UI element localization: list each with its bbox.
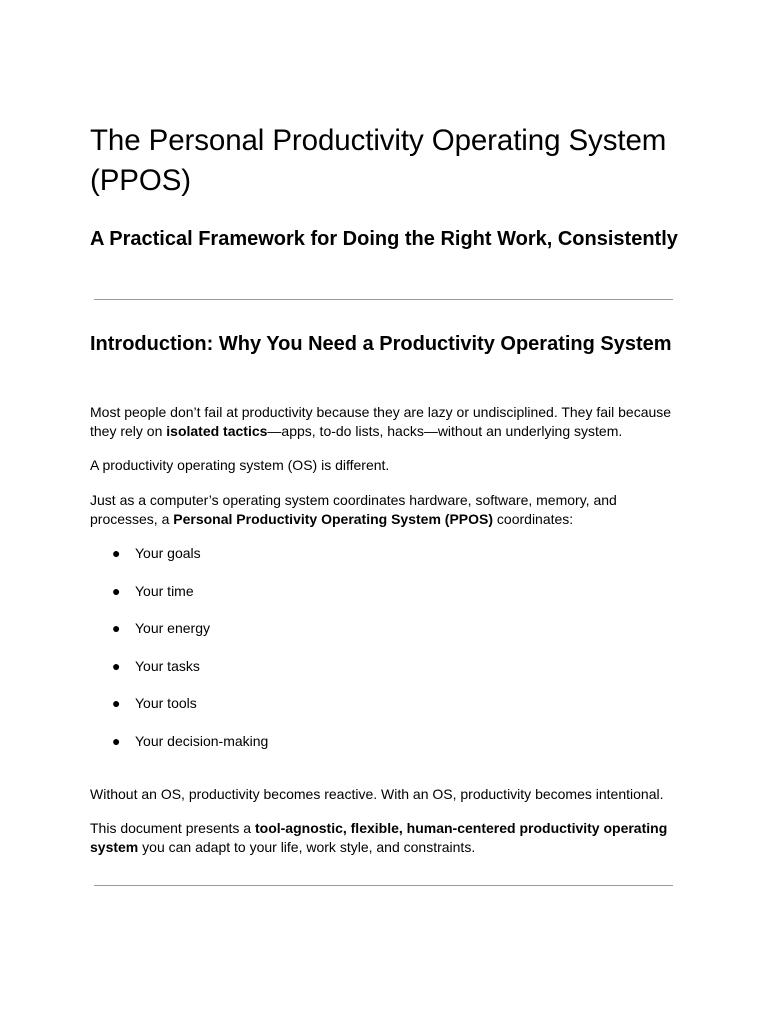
paragraph-1: [90, 403, 680, 441]
list-item: [90, 582, 680, 620]
document-title: The Personal Productivity Operating System (PPOS): [90, 124, 667, 197]
bullet-icon: ●: [112, 582, 121, 599]
paragraph-2: A productivity operating system (OS) is different.: [90, 457, 390, 473]
bullet-icon: ●: [112, 732, 121, 749]
paragraph-1-bold: isolated tactics: [166, 423, 268, 439]
section-heading: Introduction: Why You Need a Productivity Operating System: [90, 333, 672, 355]
paragraph-3: [90, 491, 680, 529]
divider: [94, 299, 673, 300]
paragraph-1-text-b: —apps, to-do lists, hacks—without an underlying system.: [267, 423, 623, 439]
paragraph-5-text-a: This document presents a: [90, 820, 255, 836]
list-item: [90, 619, 680, 657]
paragraph-3-text-b: coordinates:: [493, 511, 574, 527]
list-item: [90, 657, 680, 695]
list-item: [90, 694, 680, 732]
list-item-text: Your time: [135, 582, 194, 599]
bullet-icon: ●: [112, 545, 121, 561]
list-item-text: Your decision-making: [135, 732, 269, 749]
paragraph-5: [90, 819, 680, 857]
list-item: [90, 544, 680, 582]
document-subtitle: A Practical Framework for Doing the Right Work, Consistently: [90, 228, 678, 250]
bullet-icon: ●: [112, 695, 121, 711]
list-item-text: Your tools: [135, 695, 197, 711]
paragraph-3-bold: Personal Productivity Operating System (PPOS): [173, 511, 494, 527]
bullet-list: [90, 544, 680, 769]
paragraph-4: Without an OS, productivity becomes reactive. With an OS, productivity becomes intentional.: [90, 786, 664, 802]
list-item-text: Your energy: [135, 620, 210, 636]
paragraph-3-text-a: Just as a computer’s operating system coordinates hardware, software, memory, and processes, a: [90, 492, 617, 527]
list-item-text: Your goals: [135, 545, 201, 561]
divider: [94, 885, 673, 886]
bullet-icon: ●: [112, 620, 121, 636]
paragraph-1-text-a: Most people don’t fail at productivity because they are lazy or undisciplined. They fail because they rely on: [90, 404, 672, 439]
list-item-text: Your tasks: [135, 657, 200, 674]
list-item: [90, 732, 680, 770]
paragraph-5-text-b: you can adapt to your life, work style, and constraints.: [138, 839, 476, 855]
paragraph-5-bold: tool-agnostic, flexible, human-centered productivity operating system: [90, 820, 668, 855]
bullet-icon: ●: [112, 657, 121, 674]
